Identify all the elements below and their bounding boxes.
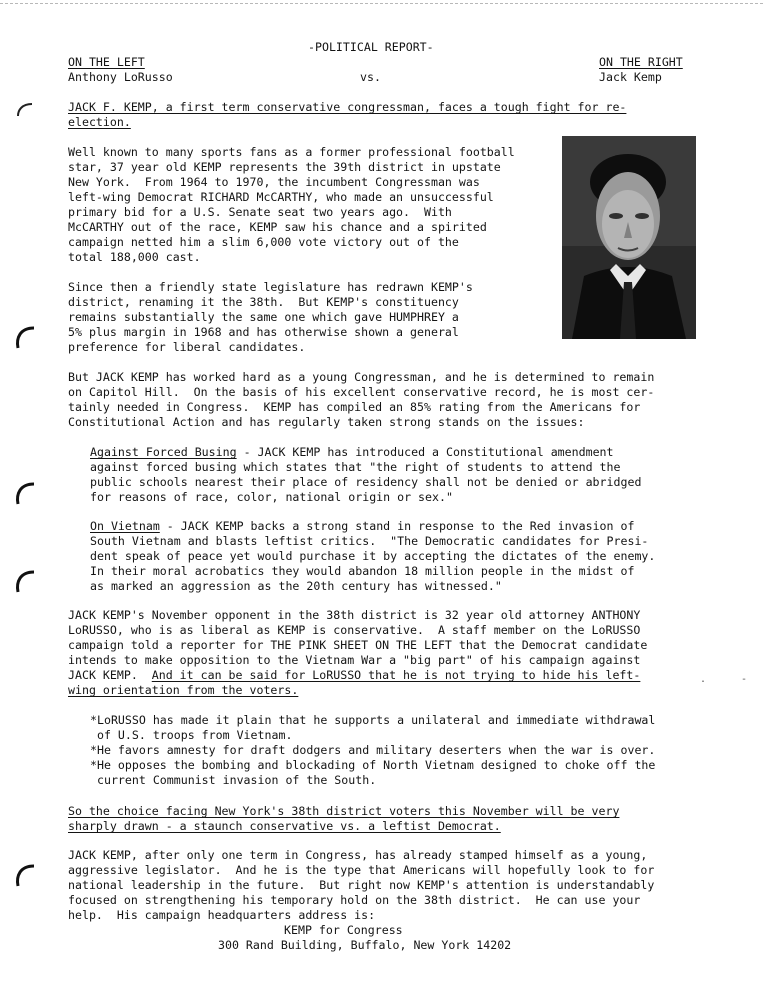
underlined-text: sharply drawn - a staunch conservative vs. a leftist Democrat. — [68, 819, 501, 833]
headline — [68, 100, 700, 130]
headline-line: JACK F. KEMP, a first term conservative congressman, faces a tough fight for re- — [68, 100, 627, 114]
headline-line: election. — [68, 115, 131, 129]
list-item: *He opposes the bombing and blockading of North Vietnam designed to choke off the — [90, 758, 656, 772]
stray-mark: . — [700, 674, 707, 685]
report-title: -POLITICAL REPORT- — [308, 40, 434, 54]
text-line: New York. From 1964 to 1970, the incumbent Congressman was — [68, 175, 480, 189]
punch-hole-mark — [10, 478, 40, 508]
text-line: McCARTHY out of the race, KEMP saw his chance and a spirited — [68, 220, 487, 234]
text-line: star, 37 year old KEMP represents the 39th district in upstate — [68, 160, 501, 174]
text-line: JACK KEMP, after only one term in Congress, has already stamped himself as a young, — [68, 848, 648, 862]
busing-heading: Against Forced Busing — [90, 445, 237, 459]
text-line: total 188,000 cast. — [68, 250, 201, 264]
punch-hole-mark — [10, 322, 40, 352]
choice-statement — [68, 804, 700, 834]
text-line: on Capitol Hill. On the basis of his excellent conservative record, he is most cer- — [68, 385, 655, 399]
closing-paragraph — [68, 848, 700, 923]
text-line: remains substantially the same one which gave HUMPHREY a — [68, 310, 459, 324]
left-column-heading: ON THE LEFT — [68, 55, 145, 69]
text-line: as marked an aggression as the 20th century has witnessed." — [90, 579, 502, 593]
top-dashed-rule — [0, 3, 763, 4]
punch-hole-mark — [10, 96, 40, 126]
text-line: South Vietnam and blasts leftist critics. "The Democratic candidates for Presi- — [90, 534, 649, 548]
text-line: 5% plus margin in 1968 and has otherwise shown a general — [68, 325, 459, 339]
campaign-org: KEMP for Congress — [284, 923, 403, 937]
text-line: tainly needed in Congress. KEMP has compiled an 85% rating from the Americans for — [68, 400, 641, 414]
opponent-paragraph — [68, 608, 700, 698]
text-line: national leadership in the future. But right now KEMP's attention is understandably — [68, 878, 655, 892]
text-line: focused on strengthening his temporary hold on the 38th district. He can use your — [68, 893, 641, 907]
text-line: JACK KEMP's November opponent in the 38th district is 32 year old attorney ANTHONY — [68, 608, 641, 622]
underlined-text: wing orientation from the voters. — [68, 683, 299, 697]
text-line: In their moral acrobatics they would abandon 18 million people in the midst of — [90, 564, 635, 578]
text-line: campaign told a reporter for THE PINK SHEET ON THE LEFT that the Democrat candidate — [68, 638, 648, 652]
vietnam-paragraph — [90, 519, 700, 594]
campaign-address: 300 Rand Building, Buffalo, New York 14202 — [218, 938, 512, 952]
right-column-heading: ON THE RIGHT — [599, 55, 683, 69]
list-item: *LoRUSSO has made it plain that he supports a unilateral and immediate withdrawal — [90, 713, 656, 727]
versus-label: vs. — [360, 70, 381, 84]
text-line: intends to make opposition to the Vietnam War a "big part" of his campaign against — [68, 653, 641, 667]
busing-paragraph — [90, 445, 700, 505]
vietnam-heading: On Vietnam — [90, 519, 160, 533]
text-line: Well known to many sports fans as a former professional football — [68, 145, 515, 159]
text-line: - JACK KEMP backs a strong stand in response to the Red invasion of — [159, 519, 635, 533]
text-line: dent speak of peace yet would purchase it by accepting the dictates of the enemy. — [90, 549, 656, 563]
left-candidate-name: Anthony LoRusso — [68, 70, 173, 84]
stray-mark: - — [741, 674, 748, 685]
text-line: LoRUSSO, who is as liberal as KEMP is conservative. A staff member on the LoRUSSO — [68, 623, 641, 637]
candidate-photo — [562, 136, 696, 339]
text-line: Constitutional Action and has regularly taken strong stands on the issues: — [68, 415, 585, 429]
record-paragraph — [68, 370, 700, 430]
text-line: left-wing Democrat RICHARD McCARTHY, who made an unsuccessful — [68, 190, 494, 204]
text-line: help. His campaign headquarters address is: — [68, 908, 376, 922]
punch-hole-mark — [10, 860, 40, 890]
underlined-text: So the choice facing New York's 38th district voters this November will be very — [68, 804, 620, 818]
text-line: Since then a friendly state legislature has redrawn KEMP's — [68, 280, 473, 294]
intro-paragraph — [68, 145, 548, 265]
right-candidate-name: Jack Kemp — [599, 70, 662, 84]
district-paragraph — [68, 280, 548, 355]
text-line: district, renaming it the 38th. But KEMP's constituency — [68, 295, 459, 309]
list-item: of U.S. troops from Vietnam. — [90, 728, 293, 742]
text-line: for reasons of race, color, national origin or sex." — [90, 490, 453, 504]
text-line: - JACK KEMP has introduced a Constitutional amendment — [236, 445, 614, 459]
text-line: campaign netted him a slim 6,000 vote victory out of the — [68, 235, 459, 249]
text-line: primary bid for a U.S. Senate seat two years ago. With — [68, 205, 452, 219]
list-item: current Communist invasion of the South. — [90, 773, 377, 787]
text-line: JACK KEMP. — [68, 668, 152, 682]
text-line: public schools nearest their place of residency shall not be denied or abridged — [90, 475, 642, 489]
underlined-text: And it can be said for LoRUSSO that he is not trying to hide his left- — [151, 668, 641, 682]
text-line: preference for liberal candidates. — [68, 340, 306, 354]
text-line: But JACK KEMP has worked hard as a young Congressman, and he is determined to remain — [68, 370, 655, 384]
list-item: *He favors amnesty for draft dodgers and military deserters when the war is over. — [90, 743, 656, 757]
punch-hole-mark — [10, 566, 40, 596]
text-line: aggressive legislator. And he is the type that Americans will hopefully look to for — [68, 863, 655, 877]
positions-list — [90, 713, 705, 788]
text-line: against forced busing which states that "the right of students to attend the — [90, 460, 621, 474]
